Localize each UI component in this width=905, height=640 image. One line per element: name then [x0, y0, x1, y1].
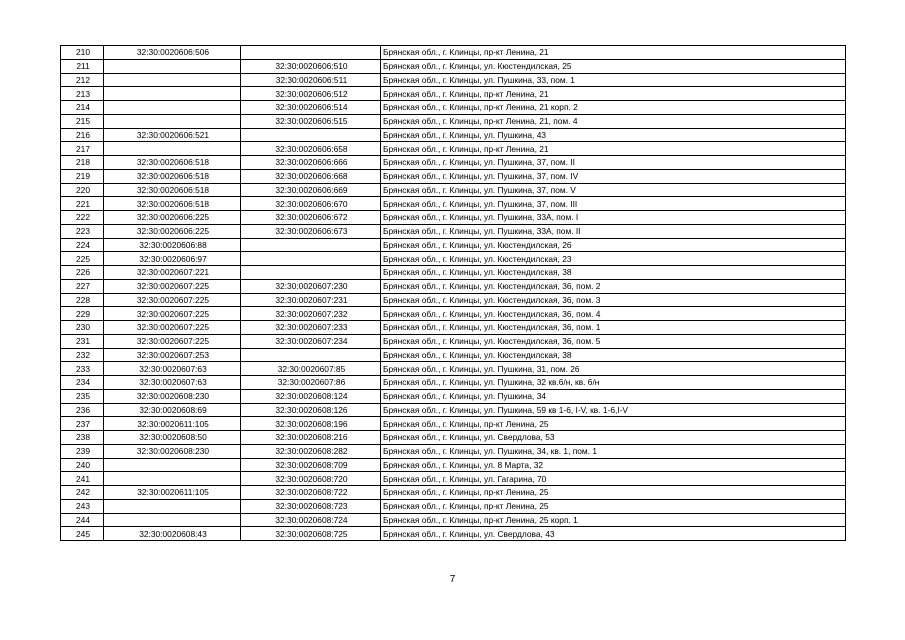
- parent-cadastral-number-cell: 32:30:0020607:63: [104, 362, 241, 376]
- table-row: [61, 307, 846, 321]
- table-row: [61, 128, 846, 142]
- address-cell: Брянская обл., г. Клинцы, ул. Кюстендилская, 36, пом. 1: [381, 321, 846, 335]
- parent-cadastral-number-cell: 32:30:0020606:521: [104, 128, 241, 142]
- row-number-cell: 214: [61, 101, 104, 115]
- parent-cadastral-number-cell: 32:30:0020606:225: [104, 211, 241, 225]
- cadastral-number-cell: 32:30:0020606:668: [241, 169, 381, 183]
- parent-cadastral-number-cell: 32:30:0020606:506: [104, 46, 241, 60]
- parent-cadastral-number-cell: 32:30:0020606:518: [104, 183, 241, 197]
- address-cell: Брянская обл., г. Клинцы, ул. Пушкина, 43: [381, 128, 846, 142]
- address-cell: Брянская обл., г. Клинцы, пр-кт Ленина, 21: [381, 87, 846, 101]
- table-row: [61, 169, 846, 183]
- address-cell: Брянская обл., г. Клинцы, ул. Кюстендилская, 36, пом. 2: [381, 279, 846, 293]
- row-number-cell: 220: [61, 183, 104, 197]
- address-cell: Брянская обл., г. Клинцы, ул. Пушкина, 37, пом. IV: [381, 169, 846, 183]
- row-number-cell: 229: [61, 307, 104, 321]
- row-number-cell: 245: [61, 527, 104, 541]
- cadastral-number-cell: 32:30:0020607:85: [241, 362, 381, 376]
- cadastral-number-cell: 32:30:0020608:722: [241, 486, 381, 500]
- parent-cadastral-number-cell: [104, 142, 241, 156]
- table-row: [61, 472, 846, 486]
- parent-cadastral-number-cell: [104, 114, 241, 128]
- cadastral-number-cell: 32:30:0020608:126: [241, 403, 381, 417]
- address-cell: Брянская обл., г. Клинцы, ул. Пушкина, 37, пом. III: [381, 197, 846, 211]
- table-row: [61, 156, 846, 170]
- cadastral-number-cell: 32:30:0020606:670: [241, 197, 381, 211]
- parent-cadastral-number-cell: [104, 458, 241, 472]
- table-row: [61, 211, 846, 225]
- cadastral-number-cell: 32:30:0020606:669: [241, 183, 381, 197]
- table-row: [61, 183, 846, 197]
- cadastral-number-cell: 32:30:0020608:725: [241, 527, 381, 541]
- parent-cadastral-number-cell: 32:30:0020608:50: [104, 431, 241, 445]
- row-number-cell: 239: [61, 444, 104, 458]
- parent-cadastral-number-cell: 32:30:0020606:97: [104, 252, 241, 266]
- cadastral-number-cell: 32:30:0020607:234: [241, 334, 381, 348]
- row-number-cell: 222: [61, 211, 104, 225]
- table-row: [61, 252, 846, 266]
- address-cell: Брянская обл., г. Клинцы, ул. Пушкина, 33, пом. 1: [381, 73, 846, 87]
- row-number-cell: 223: [61, 224, 104, 238]
- table-row: [61, 321, 846, 335]
- row-number-cell: 235: [61, 389, 104, 403]
- cadastral-table: [60, 45, 846, 541]
- table-row: [61, 389, 846, 403]
- cadastral-number-cell: 32:30:0020607:231: [241, 293, 381, 307]
- parent-cadastral-number-cell: 32:30:0020607:221: [104, 266, 241, 280]
- parent-cadastral-number-cell: 32:30:0020607:225: [104, 334, 241, 348]
- parent-cadastral-number-cell: 32:30:0020607:253: [104, 348, 241, 362]
- table-row: [61, 499, 846, 513]
- cadastral-number-cell: 32:30:0020606:658: [241, 142, 381, 156]
- row-number-cell: 230: [61, 321, 104, 335]
- address-cell: Брянская обл., г. Клинцы, ул. Кюстендилская, 36, пом. 5: [381, 334, 846, 348]
- row-number-cell: 237: [61, 417, 104, 431]
- cadastral-number-cell: 32:30:0020608:723: [241, 499, 381, 513]
- row-number-cell: 224: [61, 238, 104, 252]
- address-cell: Брянская обл., г. Клинцы, пр-кт Ленина, 25: [381, 499, 846, 513]
- row-number-cell: 225: [61, 252, 104, 266]
- address-cell: Брянская обл., г. Клинцы, ул. Пушкина, 34, кв. 1, пом. 1: [381, 444, 846, 458]
- row-number-cell: 244: [61, 513, 104, 527]
- table-row: [61, 376, 846, 390]
- table-row: [61, 46, 846, 60]
- row-number-cell: 232: [61, 348, 104, 362]
- parent-cadastral-number-cell: 32:30:0020607:225: [104, 293, 241, 307]
- row-number-cell: 233: [61, 362, 104, 376]
- table-row: [61, 362, 846, 376]
- table-row: [61, 101, 846, 115]
- row-number-cell: 215: [61, 114, 104, 128]
- row-number-cell: 238: [61, 431, 104, 445]
- row-number-cell: 243: [61, 499, 104, 513]
- address-cell: Брянская обл., г. Клинцы, пр-кт Ленина, 21 корп. 2: [381, 101, 846, 115]
- cadastral-number-cell: 32:30:0020608:724: [241, 513, 381, 527]
- cadastral-number-cell: 32:30:0020606:673: [241, 224, 381, 238]
- address-cell: Брянская обл., г. Клинцы, ул. Пушкина, 34: [381, 389, 846, 403]
- parent-cadastral-number-cell: 32:30:0020606:225: [104, 224, 241, 238]
- row-number-cell: 242: [61, 486, 104, 500]
- table-row: [61, 73, 846, 87]
- table-row: [61, 444, 846, 458]
- address-cell: Брянская обл., г. Клинцы, ул. Пушкина, 59 кв 1-6, I-V, кв. 1-6,I-V: [381, 403, 846, 417]
- table-row: [61, 293, 846, 307]
- cadastral-number-cell: 32:30:0020608:709: [241, 458, 381, 472]
- address-cell: Брянская обл., г. Клинцы, ул. Кюстендилская, 26: [381, 238, 846, 252]
- table-row: [61, 417, 846, 431]
- table-row: [61, 266, 846, 280]
- cadastral-number-cell: 32:30:0020606:512: [241, 87, 381, 101]
- table-row: [61, 486, 846, 500]
- row-number-cell: 219: [61, 169, 104, 183]
- table-row: [61, 279, 846, 293]
- table-row: [61, 224, 846, 238]
- cadastral-number-cell: 32:30:0020606:511: [241, 73, 381, 87]
- row-number-cell: 216: [61, 128, 104, 142]
- parent-cadastral-number-cell: 32:30:0020606:88: [104, 238, 241, 252]
- cadastral-number-cell: 32:30:0020606:514: [241, 101, 381, 115]
- address-cell: Брянская обл., г. Клинцы, ул. Свердлова, 43: [381, 527, 846, 541]
- address-cell: Брянская обл., г. Клинцы, ул. Пушкина, 32 кв.6/н, кв. 6/н: [381, 376, 846, 390]
- row-number-cell: 217: [61, 142, 104, 156]
- cadastral-number-cell: [241, 238, 381, 252]
- parent-cadastral-number-cell: [104, 499, 241, 513]
- table-row: [61, 527, 846, 541]
- row-number-cell: 211: [61, 59, 104, 73]
- parent-cadastral-number-cell: 32:30:0020611:105: [104, 486, 241, 500]
- address-cell: Брянская обл., г. Клинцы, ул. Кюстендилская, 36, пом. 4: [381, 307, 846, 321]
- table-row: [61, 142, 846, 156]
- cadastral-number-cell: 32:30:0020608:720: [241, 472, 381, 486]
- cadastral-number-cell: [241, 252, 381, 266]
- address-cell: Брянская обл., г. Клинцы, ул. Пушкина, 37, пом. II: [381, 156, 846, 170]
- parent-cadastral-number-cell: 32:30:0020607:225: [104, 307, 241, 321]
- cadastral-number-cell: 32:30:0020606:510: [241, 59, 381, 73]
- table-row: [61, 403, 846, 417]
- table-row: [61, 431, 846, 445]
- table-row: [61, 238, 846, 252]
- cadastral-number-cell: 32:30:0020607:232: [241, 307, 381, 321]
- page-number: 7: [449, 574, 456, 585]
- cadastral-number-cell: 32:30:0020606:666: [241, 156, 381, 170]
- row-number-cell: 212: [61, 73, 104, 87]
- row-number-cell: 221: [61, 197, 104, 211]
- table-row: [61, 87, 846, 101]
- address-cell: Брянская обл., г. Клинцы, пр-кт Ленина, 21: [381, 142, 846, 156]
- parent-cadastral-number-cell: [104, 101, 241, 115]
- table-row: [61, 59, 846, 73]
- table-row: [61, 513, 846, 527]
- cadastral-number-cell: 32:30:0020608:124: [241, 389, 381, 403]
- row-number-cell: 236: [61, 403, 104, 417]
- address-cell: Брянская обл., г. Клинцы, пр-кт Ленина, 25 корп. 1: [381, 513, 846, 527]
- parent-cadastral-number-cell: [104, 472, 241, 486]
- address-cell: Брянская обл., г. Клинцы, ул. Кюстендилская, 38: [381, 348, 846, 362]
- address-cell: Брянская обл., г. Клинцы, пр-кт Ленина, 21, пом. 4: [381, 114, 846, 128]
- cadastral-number-cell: 32:30:0020608:196: [241, 417, 381, 431]
- table-body: [61, 46, 846, 541]
- parent-cadastral-number-cell: 32:30:0020606:518: [104, 156, 241, 170]
- address-cell: Брянская обл., г. Клинцы, пр-кт Ленина, 25: [381, 486, 846, 500]
- parent-cadastral-number-cell: [104, 73, 241, 87]
- row-number-cell: 228: [61, 293, 104, 307]
- row-number-cell: 241: [61, 472, 104, 486]
- address-cell: Брянская обл., г. Клинцы, ул. Кюстендилская, 38: [381, 266, 846, 280]
- row-number-cell: 231: [61, 334, 104, 348]
- row-number-cell: 218: [61, 156, 104, 170]
- parent-cadastral-number-cell: 32:30:0020608:43: [104, 527, 241, 541]
- parent-cadastral-number-cell: 32:30:0020606:518: [104, 197, 241, 211]
- parent-cadastral-number-cell: 32:30:0020606:518: [104, 169, 241, 183]
- table-row: [61, 458, 846, 472]
- row-number-cell: 213: [61, 87, 104, 101]
- parent-cadastral-number-cell: 32:30:0020608:230: [104, 389, 241, 403]
- address-cell: Брянская обл., г. Клинцы, ул. Пушкина, 37, пом. V: [381, 183, 846, 197]
- cadastral-number-cell: 32:30:0020606:515: [241, 114, 381, 128]
- table-row: [61, 334, 846, 348]
- address-cell: Брянская обл., г. Клинцы, ул. Пушкина, 31, пом. 26: [381, 362, 846, 376]
- cadastral-number-cell: [241, 46, 381, 60]
- parent-cadastral-number-cell: 32:30:0020607:63: [104, 376, 241, 390]
- address-cell: Брянская обл., г. Клинцы, ул. 8 Марта, 32: [381, 458, 846, 472]
- parent-cadastral-number-cell: [104, 59, 241, 73]
- address-cell: Брянская обл., г. Клинцы, ул. Свердлова, 53: [381, 431, 846, 445]
- address-cell: Брянская обл., г. Клинцы, пр-кт Ленина, 21: [381, 46, 846, 60]
- parent-cadastral-number-cell: [104, 513, 241, 527]
- row-number-cell: 227: [61, 279, 104, 293]
- parent-cadastral-number-cell: 32:30:0020608:69: [104, 403, 241, 417]
- address-cell: Брянская обл., г. Клинцы, ул. Гагарина, 70: [381, 472, 846, 486]
- table-row: [61, 197, 846, 211]
- address-cell: Брянская обл., г. Клинцы, ул. Пушкина, 33А, пом. II: [381, 224, 846, 238]
- row-number-cell: 210: [61, 46, 104, 60]
- cadastral-number-cell: 32:30:0020607:230: [241, 279, 381, 293]
- row-number-cell: 226: [61, 266, 104, 280]
- address-cell: Брянская обл., г. Клинцы, ул. Пушкина, 33А, пом. I: [381, 211, 846, 225]
- row-number-cell: 234: [61, 376, 104, 390]
- address-cell: Брянская обл., г. Клинцы, ул. Кюстендилская, 36, пом. 3: [381, 293, 846, 307]
- cadastral-number-cell: 32:30:0020608:216: [241, 431, 381, 445]
- parent-cadastral-number-cell: 32:30:0020607:225: [104, 279, 241, 293]
- address-cell: Брянская обл., г. Клинцы, пр-кт Ленина, 25: [381, 417, 846, 431]
- cadastral-number-cell: 32:30:0020607:233: [241, 321, 381, 335]
- table-row: [61, 348, 846, 362]
- parent-cadastral-number-cell: [104, 87, 241, 101]
- address-cell: Брянская обл., г. Клинцы, ул. Кюстендилская, 23: [381, 252, 846, 266]
- parent-cadastral-number-cell: 32:30:0020611:105: [104, 417, 241, 431]
- row-number-cell: 240: [61, 458, 104, 472]
- cadastral-number-cell: [241, 128, 381, 142]
- address-cell: Брянская обл., г. Клинцы, ул. Кюстендилская, 25: [381, 59, 846, 73]
- cadastral-number-cell: [241, 266, 381, 280]
- cadastral-number-cell: 32:30:0020607:86: [241, 376, 381, 390]
- parent-cadastral-number-cell: 32:30:0020608:230: [104, 444, 241, 458]
- cadastral-number-cell: [241, 348, 381, 362]
- table-row: [61, 114, 846, 128]
- cadastral-number-cell: 32:30:0020608:282: [241, 444, 381, 458]
- parent-cadastral-number-cell: 32:30:0020607:225: [104, 321, 241, 335]
- cadastral-number-cell: 32:30:0020606:672: [241, 211, 381, 225]
